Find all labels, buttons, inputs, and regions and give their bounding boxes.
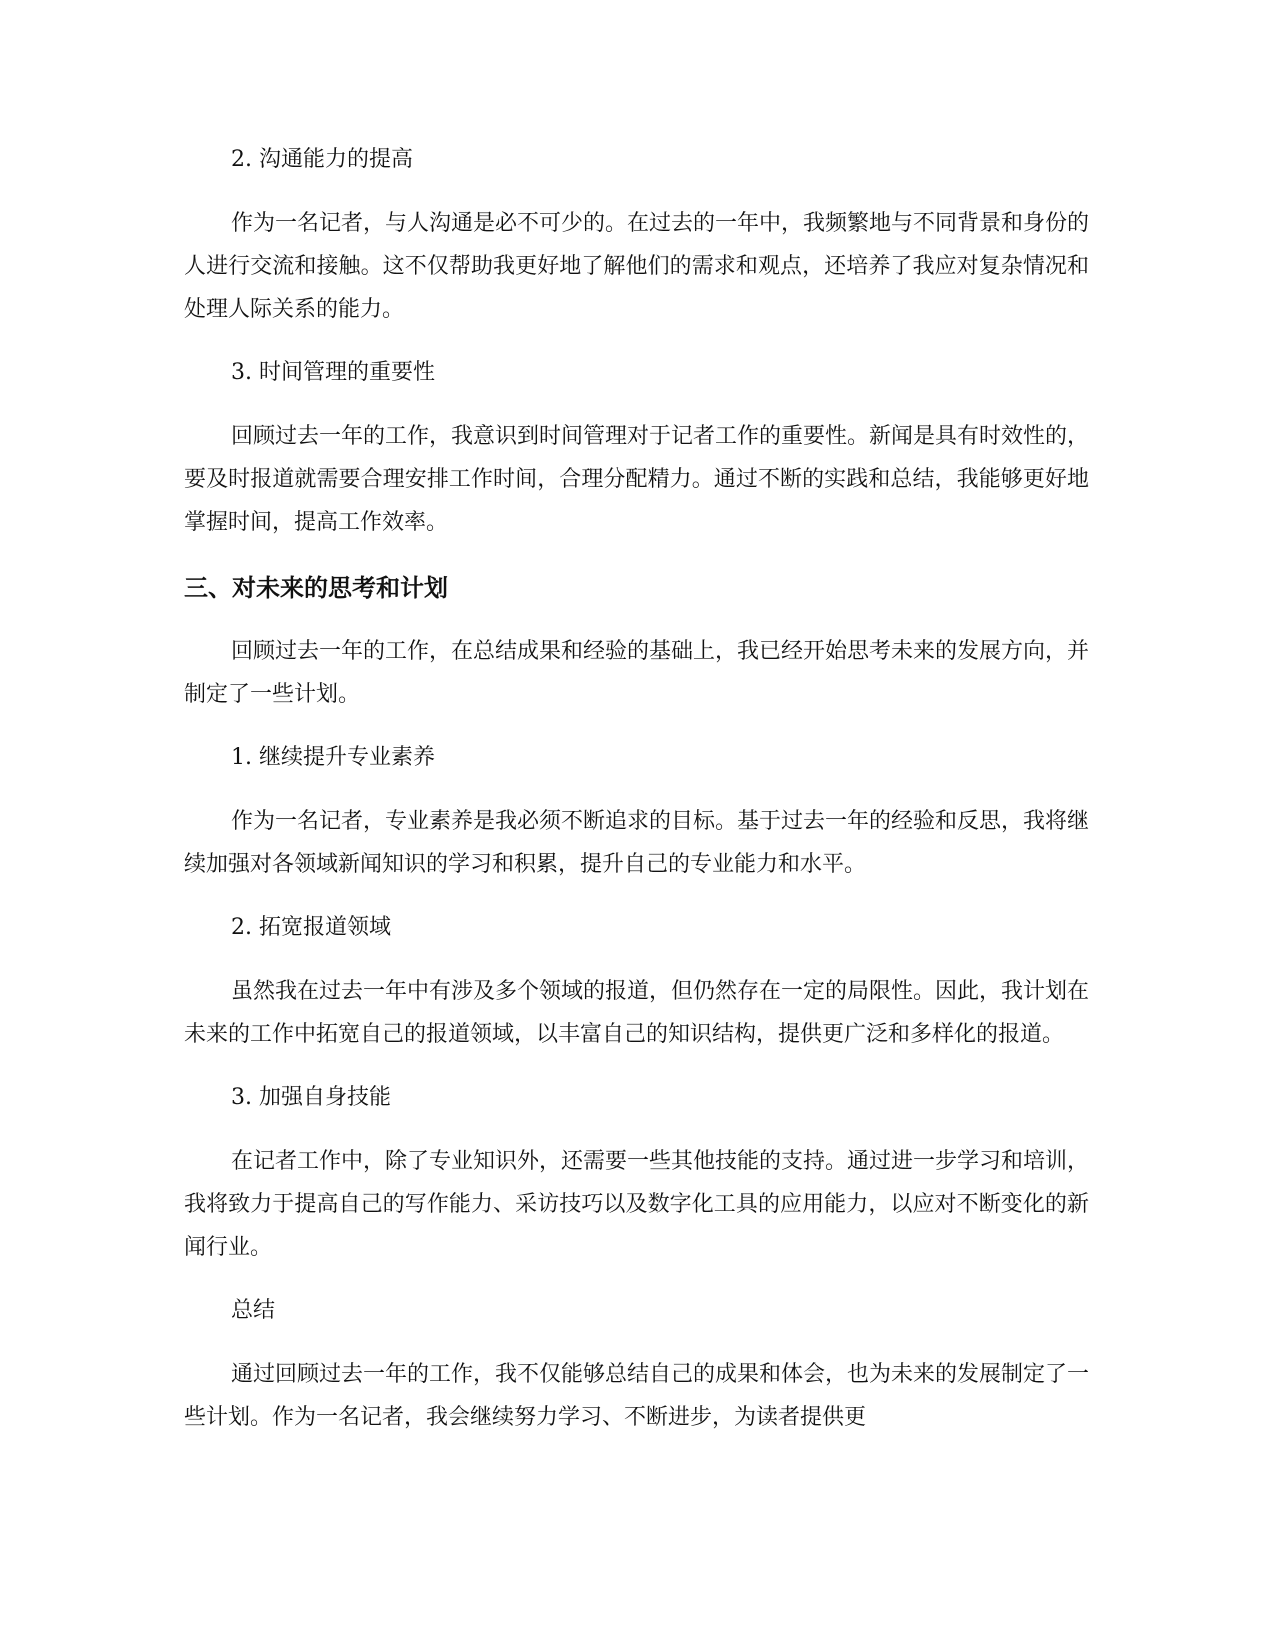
paragraph-future-intro: 回顾过去一年的工作，在总结成果和经验的基础上，我已经开始思考未来的发展方向，并制定了一些计划。: [184, 639, 1090, 707]
paragraph-coverage: 虽然我在过去一年中有涉及多个领域的报道，但仍然存在一定的局限性。因此，我计划在未来的工作中拓宽自己的报道领域，以丰富自己的知识结构，提供更广泛和多样化的报道。: [184, 979, 1090, 1047]
document-page: [184, 140, 1089, 1439]
paragraph-time-management: 回顾过去一年的工作，我意识到时间管理对于记者工作的重要性。新闻是具有时效性的，要及时报道就需要合理安排工作时间，合理分配精力。通过不断的实践和总结，我能够更好地掌握时间，提高工作效率。: [184, 424, 1090, 535]
subheading-coverage: 2. 拓宽报道领域: [231, 915, 391, 940]
subheading-skills: 3. 加强自身技能: [231, 1085, 391, 1110]
subheading-summary: 总结: [231, 1298, 276, 1323]
section-heading-future: 三、对未来的思考和计划: [184, 574, 448, 602]
subheading-communication: 2. 沟通能力的提高: [231, 147, 413, 172]
paragraph-summary: 通过回顾过去一年的工作，我不仅能够总结自己的成果和体会，也为未来的发展制定了一些计划。作为一名记者，我会继续努力学习、不断进步，为读者提供更: [184, 1362, 1090, 1430]
subheading-time-management: 3. 时间管理的重要性: [231, 360, 435, 385]
subheading-professional: 1. 继续提升专业素养: [231, 745, 435, 770]
paragraph-skills: 在记者工作中，除了专业知识外，还需要一些其他技能的支持。通过进一步学习和培训，我将致力于提高自己的写作能力、采访技巧以及数字化工具的应用能力，以应对不断变化的新闻行业。: [184, 1149, 1090, 1260]
paragraph-communication: 作为一名记者，与人沟通是必不可少的。在过去的一年中，我频繁地与不同背景和身份的人进行交流和接触。这不仅帮助我更好地了解他们的需求和观点，还培养了我应对复杂情况和处理人际关系的能力。: [184, 211, 1090, 322]
paragraph-professional: 作为一名记者，专业素养是我必须不断追求的目标。基于过去一年的经验和反思，我将继续加强对各领域新闻知识的学习和积累，提升自己的专业能力和水平。: [184, 809, 1090, 877]
